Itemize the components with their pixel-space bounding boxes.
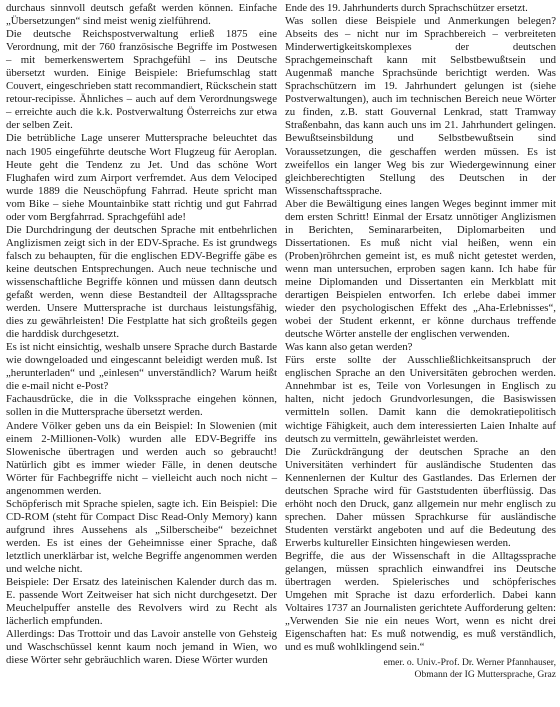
paragraph: Was sollen diese Beispiele und Anmerkungen belegen? Abseits des – nicht nur im Sprachbereich – verbreiteten Minderwertigkeitskomplexes der deutschen Sprachgemeinschaft kann mit Selbstbewußtsein und Augenmaß manche Sprachsünde berichtigt werden. Was Sprachschützern im 19. Jahrhundert gelungen ist (siehe Postverwaltungen), auch im technischen Bereich neue Wörter zu finden, z.B. statt Gouvernal Lenkrad, statt Tramway Straßenbahn, das kann auch uns im 21. Jahrhundert gelingen. Bewußtseinsbildung und Selbstbewußtsein sind Voraussetzungen, die geschaffen werden müssen. Es ist zweifellos ein langer Weg bis zur Wiedergewinnung einer gleichberechtigten Stellung des Deutschen in der Wissenschaftssprache. (285, 15, 556, 197)
paragraph: Was kann also getan werden? (285, 341, 413, 354)
signature-name-line: emer. o. Univ.-Prof. Dr. Werner Pfannhauser, (383, 657, 556, 669)
paragraph: Fürs erste sollte der Ausschließlichkeitsanspruch der englischen Sprache an den Universitäten gebrochen werden. Annehmbar ist es, Teile von Vorlesungen in Englisch zu halten, nicht jedoch Grundvorlesungen, die Basiswissen vermitteln sollen. Damit kann die demokratiepolitisch wichtige Fähigkeit, auch dem interessierten Laien Inhalte auf deutsch zu vermitteln, gewährleistet werden. (285, 354, 556, 445)
paragraph: Aber die Bewältigung eines langen Weges beginnt immer mit dem ersten Schritt! Einmal der Ersatz unnötiger Anglizismen in Berichten, Seminararbeiten, Diplomarbeiten und Dissertationen. Es muß nicht vial heißen, wenn ein (Proben)röhrchen gemeint ist, es muß nicht getestet werden, wenn man untersuchen, erproben sagen kann. Ich habe für meine Diplomanden und Dissertanten ein Merkblatt mit derartigen Beispielen entworfen. Ich erlebe dabei immer wieder den psychologischen Effekt des „Aha-Erlebnisses“, wobei der Student erkennt, er könne durchaus treffende deutsche Wörter anstelle der englischen verwenden. (285, 197, 556, 341)
paragraph: Die Durchdringung der deutschen Sprache mit entbehrlichen Anglizismen zeigt sich in der EDV-Sprache. Es ist grundwegs falsch zu behaupten, für die englischen EDV-Begriffe gäbe es keine deutschen Entsprechungen. Auch neue technische und wissenschaftliche Begriffe können und müssen dann deutsch gefaßt werden, wenn diese Bestandteil der Alltagssprache werden. Unsere Muttersprache ist durchaus leistungsfähig, dies zu gewährleisten! Die Festplatte hat sich großteils gegen die harddisk durchgesetzt. (6, 223, 277, 341)
paragraph: Die betrübliche Lage unserer Muttersprache beleuchtet das nach 1905 eingeführte deutsche Wort Flugzeug für Aeroplan. Heute geht die Tendenz zu Jet. Und das schöne Wort Flughafen wird zum Airport verfremdet. Aus dem Velociped wurde 1889 die Neuschöpfung Fahrrad. Heute spricht man vom Bike – siehe Mountainbike statt richtig und gut Fahrrad oder vom Bergfahrrad. Sprachgefühl ade! (6, 132, 277, 223)
paragraph: Beispiele: Der Ersatz des lateinischen Kalender durch das m. E. passende Wort Zeitweiser hat sich nicht durchgesetzt. Der Meuchelpuffer anstelle des Revolvers wird zu Recht als lächerlich empfunden. (6, 576, 277, 628)
signature-affiliation-line: Obmann der IG Muttersprache, Graz (414, 669, 556, 681)
paragraph: Ende des 19. Jahrhunderts durch Sprachschützer ersetzt. (285, 2, 528, 14)
paragraph: Allerdings: Das Trottoir und das Lavoir anstelle von Gehsteig und Waschschüssel kennt kaum noch jemand in Wien, wo diese Wörter sehr gebräuchlich waren. Diese Wörter wurden (6, 628, 277, 667)
paragraph: Schöpferisch mit Sprache spielen, sagte ich. Ein Beispiel: Die CD-ROM (steht für Compact Disc Read-Only Memory) kann aufgrund ihres Aussehens als „Silberscheibe“ bezeichnet werden. Es ist eines der Geheimnisse einer Sprache, daß letztlich unerklärbar ist, welche Begriffe angenommen werden und welche nicht. (6, 497, 277, 576)
author-signature (285, 657, 556, 681)
left-column (6, 2, 277, 667)
paragraph: Andere Völker geben uns da ein Beispiel: In Slowenien (mit einem 2-Millionen-Volk) wurden alle EDV-Begriffe ins Slowenische übertragen und werden auch so gebraucht! Natürlich gibt es immer wieder Fälle, in denen deutsche Wörter für Fachbegriffe nicht – vielleicht auch noch nicht – angenommen werden. (6, 419, 277, 497)
right-column (285, 2, 556, 681)
paragraph: Die Zurückdrängung der deutschen Sprache an den Universitäten verhindert für ausländische Studenten das Kennenlernen der Kultur des Gastlandes. Das Erlernen der deutschen Sprache wird für Gaststudenten überflüssig. Das erhöht noch den Druck, ganz allgemein nur mehr englisch zu sprechen. Daher müssen Sprachkurse für ausländische Studenten verstärkt angeboten und auf die Bedeutung des Erwerbs kultureller Einsichten hingewiesen werden. (285, 445, 556, 549)
paragraph: Begriffe, die aus der Wissenschaft in die Alltagssprache gelangen, müssen sprachlich einwandfrei ins Deutsche übertragen werden. Spielerisches und schöpferisches Umgehen mit Sprache ist dazu erforderlich. Dabei kann Voltaires 1737 an Journalisten gerichtete Aufforderung gelten: „Verwenden Sie nie ein neues Wort, wenn es nicht drei Eigenschaften hat: Es muß notwendig, es muß verständlich, und es muß wohlklingend sein.“ (285, 549, 556, 654)
paragraph: Es ist nicht einsichtig, weshalb unsere Sprache durch Bastarde wie downgeloaded und eingescannt beleidigt werden muß. Ist „herunterladen“ und „einlesen“ unverständlich? Warum heißt die e-mail nicht e-Post? (6, 341, 277, 393)
paragraph: Die deutsche Reichspostverwaltung erließ 1875 eine Verordnung, mit der 760 französische Begriffe im Postwesen – mit bemerkenswertem Sprachgefühl – ins Deutsche übersetzt wurden. Einige Beispiele: Briefumschlag statt Couvert, eingeschrieben statt recommandiert, Rückschein statt retour-recipisse. Ähnliches – auch auf dem Verordnungswege – erreichte auch die k.k. Postverwaltung Österreichs zur etwa der selben Zeit. (6, 28, 277, 132)
paragraph: Fachausdrücke, die in die Volkssprache eingehen können, sollen in die Muttersprache übersetzt werden. (6, 393, 277, 419)
paragraph: durchaus sinnvoll deutsch gefaßt werden können. Einfache „Übersetzungen“ sind meist wenig zielführend. (6, 2, 277, 28)
